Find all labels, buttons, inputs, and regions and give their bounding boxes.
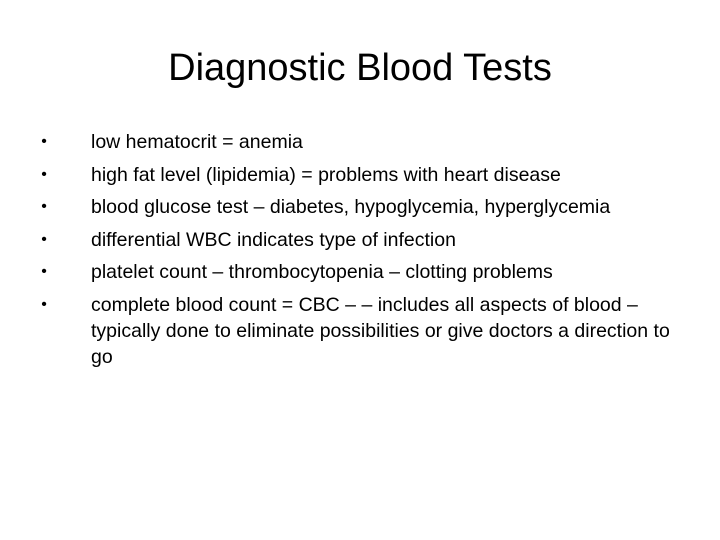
bullet-text: differential WBC indicates type of infection xyxy=(91,228,456,251)
bullet-dot-icon: • xyxy=(41,230,47,248)
bullet-dot-icon: • xyxy=(41,133,47,150)
bullet-text: blood glucose test – diabetes, hypoglycemia, hyperglycemia xyxy=(91,196,611,218)
list-item xyxy=(36,227,696,253)
list-item xyxy=(36,259,696,285)
bullet-dot-icon: • xyxy=(41,165,47,183)
bullet-list xyxy=(36,129,696,376)
list-item xyxy=(36,129,696,155)
bullet-text: low hematocrit = anemia xyxy=(91,131,303,153)
bullet-text: high fat level (lipidemia) = problems with heart disease xyxy=(91,163,561,186)
bullet-text: complete blood count = CBC – – includes all aspects of blood – typically done to eliminate possibilities or give doctors a direction to go xyxy=(91,293,670,368)
bullet-dot-icon: • xyxy=(41,198,47,215)
bullet-dot-icon: • xyxy=(41,295,47,313)
slide-title: Diagnostic Blood Tests xyxy=(168,47,552,89)
list-item xyxy=(36,194,696,220)
bullet-text: platelet count – thrombocytopenia – clotting problems xyxy=(91,261,553,283)
bullet-dot-icon: • xyxy=(41,263,47,280)
list-item xyxy=(36,292,696,370)
list-item xyxy=(36,162,696,188)
